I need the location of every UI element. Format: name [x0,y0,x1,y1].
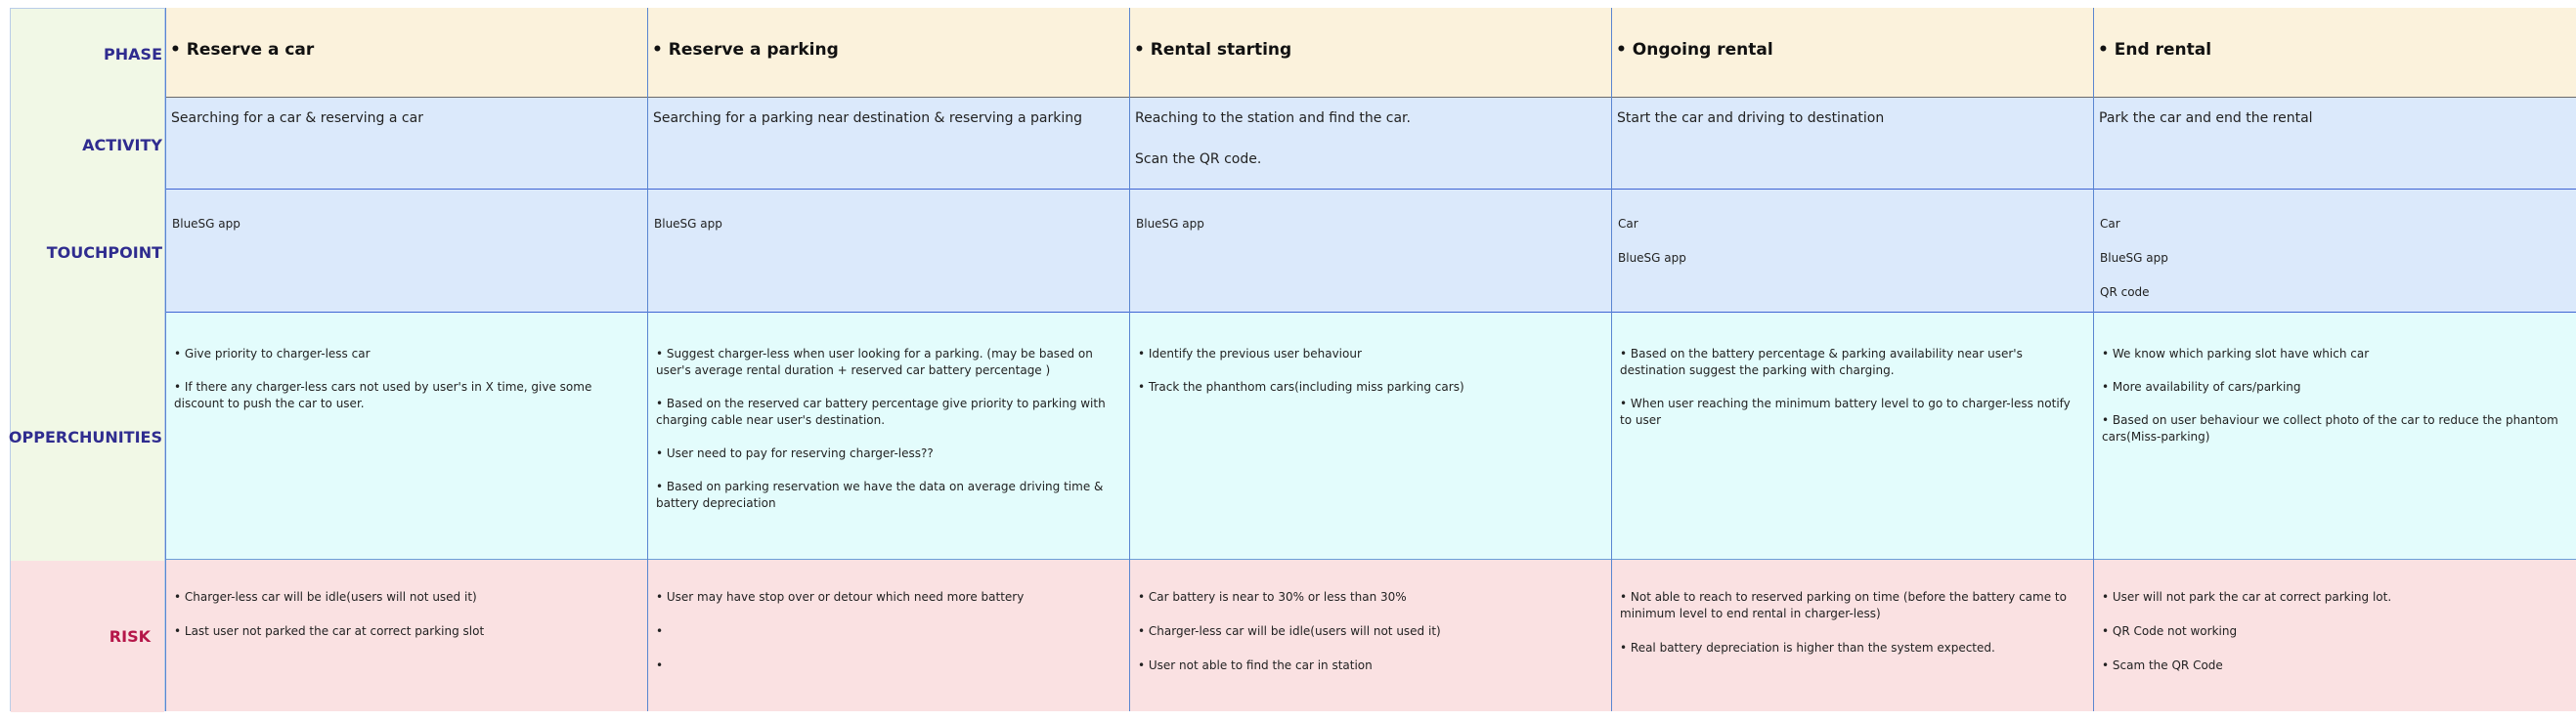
opportunity-item: • If there any charger-less cars not used by user's in X time, give some discount to push the car to user. [174,380,592,410]
row-label-risk: RISK [11,561,164,712]
opportunity-cell [2094,313,2576,560]
opportunity-item: • Based on parking reservation we have the data on average driving time & battery depreciation [656,480,1104,510]
activity-cell [1130,98,1612,190]
risk-item: • Not able to reach to reserved parking on time (before the battery came to minimum level to end rental in charger-less) [1620,590,2067,620]
opportunity-cell [166,313,648,560]
touchpoint-item: BlueSG app [2100,251,2168,265]
risk-list [1138,589,1598,692]
risk-item: • Car battery is near to 30% or less than 30% [1138,590,1407,604]
risk-item: • Charger-less car will be idle(users will not used it) [174,590,477,604]
opportunity-item: • When user reaching the minimum battery level to go to charger-less notify to user [1620,397,2071,427]
opportunity-cell [1130,313,1612,560]
activity-text [1617,109,1884,150]
opportunity-item: • Give priority to charger-less car [174,347,371,360]
risk-item: • [656,658,664,672]
opportunity-item: • Track the phanthom cars(including miss parking cars) [1138,380,1464,394]
opportunity-list [2102,346,2562,462]
row-label-activity: ACTIVITY [82,135,162,154]
row-label-touchpoint: TOUCHPOINT [46,242,162,262]
touchpoint-item: Car [2100,217,2120,231]
touchpoint-list [172,217,240,251]
opportunity-list [1620,346,2080,445]
journey-map [8,8,2558,711]
touchpoint-cell [166,190,648,313]
phase-column [1611,8,2094,711]
touchpoint-item: BlueSG app [1136,217,1204,231]
phase-title: • Rental starting [1134,40,1292,60]
risk-item: • Charger-less car will be idle(users will not used it) [1138,624,1441,638]
touchpoint-list [654,217,722,251]
risk-cell [2094,560,2576,711]
activity-text [1135,109,1411,191]
activity-cell [648,98,1130,190]
touchpoint-cell [648,190,1130,313]
opportunity-item: • We know which parking slot have which car [2102,347,2370,360]
risk-item: • QR Code not working [2102,624,2238,638]
opportunity-list [1138,346,1598,412]
activity-line: Scan the QR code. [1135,151,1262,167]
risk-item: • User will not park the car at correct parking lot. [2102,590,2392,604]
phase-title: • End rental [2098,40,2212,60]
risk-cell [166,560,648,711]
risk-list [656,589,1116,692]
opportunity-item: • Based on user behaviour we collect photo of the car to reduce the phantom cars(Miss-parking) [2102,413,2558,444]
activity-line: Searching for a parking near destination & reserving a parking [653,110,1083,126]
phase-column [647,8,1130,711]
opportunity-list [656,346,1116,529]
opportunity-item: • Based on the reserved car battery percentage give priority to parking with charging cable near user's destination. [656,397,1106,427]
touchpoint-cell [2094,190,2576,313]
touchpoint-list [1618,217,1686,285]
opportunity-item: • More availability of cars/parking [2102,380,2301,394]
risk-cell [1612,560,2094,711]
opportunity-list [174,346,634,429]
activity-cell [166,98,648,190]
phase-cell [1130,8,1612,98]
risk-list [2102,589,2562,692]
phase-title: • Reserve a parking [652,40,839,60]
touchpoint-item: BlueSG app [654,217,722,231]
risk-item: • Real battery depreciation is higher than the system expected. [1620,641,1995,655]
opportunity-cell [1612,313,2094,560]
opportunity-item: • Suggest charger-less when user looking for a parking. (may be based on user's average rental duration + reserved car battery percentage ) [656,347,1093,377]
phase-column [2093,8,2576,711]
risk-list [1620,589,2080,674]
activity-line: Park the car and end the rental [2099,110,2313,126]
activity-text [653,109,1082,150]
activity-line: Reaching to the station and find the car. [1135,110,1411,126]
touchpoint-list [2100,217,2168,319]
touchpoint-item: Car [1618,217,1638,231]
phase-column [1129,8,1612,711]
touchpoint-item: QR code [2100,285,2150,299]
touchpoint-cell [1130,190,1612,313]
row-label-column [10,8,165,711]
opportunity-cell [648,313,1130,560]
row-label-phase: PHASE [104,44,162,64]
risk-cell [1130,560,1612,711]
activity-cell [2094,98,2576,190]
risk-item: • User not able to find the car in station [1138,658,1373,672]
opportunity-item: • Based on the battery percentage & parking availability near user's destination suggest the parking with charging. [1620,347,2023,377]
phase-cell [2094,8,2576,98]
opportunity-item: • Identify the previous user behaviour [1138,347,1362,360]
row-label-opportunities: OPPERCHUNITIES [8,428,162,446]
activity-line: Start the car and driving to destination [1617,110,1885,126]
risk-item: • [656,624,664,638]
risk-item: • User may have stop over or detour which need more battery [656,590,1025,604]
phase-title: • Ongoing rental [1616,40,1773,60]
risk-item: • Scam the QR Code [2102,658,2223,672]
touchpoint-item: BlueSG app [172,217,240,231]
touchpoint-list [1136,217,1204,251]
risk-item: • Last user not parked the car at correct parking slot [174,624,485,638]
activity-cell [1612,98,2094,190]
phase-cell [1612,8,2094,98]
touchpoint-item: BlueSG app [1618,251,1686,265]
risk-list [174,589,634,657]
phase-title: • Reserve a car [170,40,315,60]
activity-line: Searching for a car & reserving a car [171,110,423,126]
phase-cell [166,8,648,98]
risk-cell [648,560,1130,711]
phase-cell [648,8,1130,98]
phase-column [165,8,648,711]
opportunity-item: • User need to pay for reserving charger-less?? [656,446,934,460]
activity-text [171,109,423,150]
touchpoint-cell [1612,190,2094,313]
activity-text [2099,109,2313,150]
